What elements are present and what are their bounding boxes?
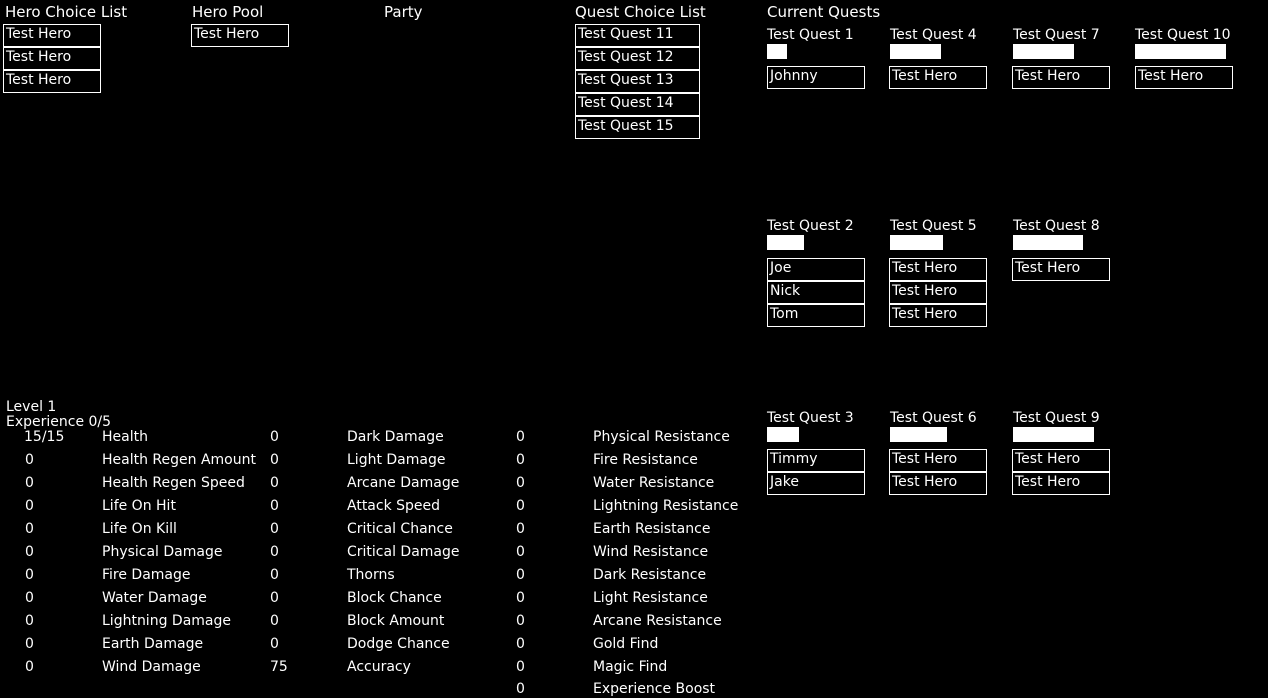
hero-choice-item[interactable]: Test Hero (3, 24, 101, 47)
quest-title: Test Quest 4 (890, 27, 977, 43)
hero-pool-header: Hero Pool (192, 3, 264, 21)
quest-hero-slot[interactable]: Timmy (767, 449, 865, 472)
quest-progress-bar (1135, 44, 1226, 59)
quest-hero-slot[interactable]: Test Hero (1012, 66, 1110, 89)
stat-value: 0 (516, 544, 525, 560)
quest-title: Test Quest 6 (890, 410, 977, 426)
stat-value: 0 (25, 475, 34, 491)
quest-title: Test Quest 2 (767, 218, 854, 234)
quest-hero-slot[interactable]: Joe (767, 258, 865, 281)
quest-choice-item[interactable]: Test Quest 15 (575, 116, 700, 139)
stat-value: 0 (516, 613, 525, 629)
quest-progress-bar (1013, 44, 1074, 59)
quest-hero-slot[interactable]: Test Hero (889, 281, 987, 304)
stat-label: Magic Find (593, 659, 668, 675)
stat-label: Wind Damage (102, 659, 201, 675)
quest-title: Test Quest 8 (1013, 218, 1100, 234)
stat-label: Fire Resistance (593, 452, 698, 468)
quest-progress-bar (890, 235, 943, 250)
quest-title: Test Quest 7 (1013, 27, 1100, 43)
quest-choice-list-header: Quest Choice List (575, 3, 706, 21)
hero-choice-item[interactable]: Test Hero (3, 47, 101, 70)
stat-label: Lightning Resistance (593, 498, 739, 514)
quest-hero-slot[interactable]: Test Hero (889, 258, 987, 281)
stat-label: Light Damage (347, 452, 446, 468)
stat-label: Earth Damage (102, 636, 204, 652)
quest-choice-item[interactable]: Test Quest 12 (575, 47, 700, 70)
stat-value: 0 (270, 544, 279, 560)
stat-value: 0 (25, 590, 34, 606)
stat-value: 0 (25, 613, 34, 629)
character-level: Level 1 (6, 399, 57, 415)
stat-label: Life On Hit (102, 498, 176, 514)
quest-hero-slot[interactable]: Test Hero (1012, 258, 1110, 281)
stat-value: 0 (516, 475, 525, 491)
stat-value: 0 (516, 681, 525, 697)
quest-hero-slot[interactable]: Test Hero (889, 449, 987, 472)
stat-value: 0 (516, 567, 525, 583)
quest-progress-bar (890, 427, 947, 442)
quest-progress-bar (1013, 427, 1094, 442)
stat-label: Water Resistance (593, 475, 715, 491)
quest-hero-slot[interactable]: Test Hero (1135, 66, 1233, 89)
stat-value: 0 (270, 521, 279, 537)
quest-title: Test Quest 1 (767, 27, 854, 43)
stat-value: 0 (270, 613, 279, 629)
stat-label: Thorns (347, 567, 395, 583)
hero-pool-item[interactable]: Test Hero (191, 24, 289, 47)
stat-label: Critical Chance (347, 521, 453, 537)
stat-label: Dark Damage (347, 429, 444, 445)
stat-label: Dodge Chance (347, 636, 450, 652)
stat-value: 0 (270, 429, 279, 445)
quest-hero-slot[interactable]: Test Hero (889, 66, 987, 89)
stat-value: 0 (270, 452, 279, 468)
stat-label: Accuracy (347, 659, 411, 675)
quest-title: Test Quest 10 (1135, 27, 1231, 43)
stat-value: 15/15 (24, 429, 65, 445)
stat-label: Light Resistance (593, 590, 708, 606)
stat-value: 0 (516, 590, 525, 606)
stat-label: Wind Resistance (593, 544, 709, 560)
stat-label: Dark Resistance (593, 567, 707, 583)
stat-label: Block Amount (347, 613, 445, 629)
stat-label: Arcane Resistance (593, 613, 722, 629)
party-header: Party (384, 3, 423, 21)
stat-label: Water Damage (102, 590, 207, 606)
hero-choice-item[interactable]: Test Hero (3, 70, 101, 93)
quest-choice-item[interactable]: Test Quest 13 (575, 70, 700, 93)
stat-value: 0 (516, 498, 525, 514)
quest-hero-slot[interactable]: Test Hero (1012, 449, 1110, 472)
stat-value: 0 (516, 429, 525, 445)
stat-label: Block Chance (347, 590, 442, 606)
stat-value: 0 (25, 544, 34, 560)
stat-value: 75 (270, 659, 288, 675)
quest-title: Test Quest 3 (767, 410, 854, 426)
stat-label: Health Regen Speed (102, 475, 245, 491)
stat-value: 0 (516, 659, 525, 675)
stat-label: Life On Kill (102, 521, 177, 537)
quest-progress-bar (890, 44, 941, 59)
stat-value: 0 (516, 452, 525, 468)
stat-value: 0 (270, 475, 279, 491)
stat-label: Earth Resistance (593, 521, 711, 537)
stat-value: 0 (25, 452, 34, 468)
quest-hero-slot[interactable]: Johnny (767, 66, 865, 89)
stat-label: Attack Speed (347, 498, 441, 514)
quest-hero-slot[interactable]: Tom (767, 304, 865, 327)
stat-label: Physical Resistance (593, 429, 730, 445)
quest-choice-item[interactable]: Test Quest 14 (575, 93, 700, 116)
quest-hero-slot[interactable]: Test Hero (1012, 472, 1110, 495)
quest-progress-bar (767, 235, 804, 250)
stat-value: 0 (25, 636, 34, 652)
quest-hero-slot[interactable]: Nick (767, 281, 865, 304)
stat-label: Health (102, 429, 148, 445)
stat-label: Health Regen Amount (102, 452, 256, 468)
stat-value: 0 (270, 498, 279, 514)
quest-hero-slot[interactable]: Test Hero (889, 472, 987, 495)
stat-value: 0 (270, 567, 279, 583)
quest-progress-bar (767, 427, 799, 442)
character-experience: Experience 0/5 (6, 414, 112, 430)
stat-label: Arcane Damage (347, 475, 460, 491)
stat-value: 0 (516, 636, 525, 652)
stat-value: 0 (25, 659, 34, 675)
stat-label: Physical Damage (102, 544, 223, 560)
stat-value: 0 (25, 498, 34, 514)
quest-choice-item[interactable]: Test Quest 11 (575, 24, 700, 47)
current-quests-header: Current Quests (767, 3, 881, 21)
quest-hero-slot[interactable]: Jake (767, 472, 865, 495)
stat-value: 0 (516, 521, 525, 537)
stat-label: Critical Damage (347, 544, 460, 560)
stat-value: 0 (25, 567, 34, 583)
quest-title: Test Quest 5 (890, 218, 977, 234)
quest-progress-bar (767, 44, 787, 59)
quest-title: Test Quest 9 (1013, 410, 1100, 426)
stat-label: Fire Damage (102, 567, 191, 583)
stat-value: 0 (25, 521, 34, 537)
stat-value: 0 (270, 636, 279, 652)
hero-choice-list-header: Hero Choice List (5, 3, 128, 21)
quest-hero-slot[interactable]: Test Hero (889, 304, 987, 327)
stat-label: Gold Find (593, 636, 659, 652)
stat-value: 0 (270, 590, 279, 606)
stat-label: Lightning Damage (102, 613, 231, 629)
stat-label: Experience Boost (593, 681, 716, 697)
quest-progress-bar (1013, 235, 1083, 250)
